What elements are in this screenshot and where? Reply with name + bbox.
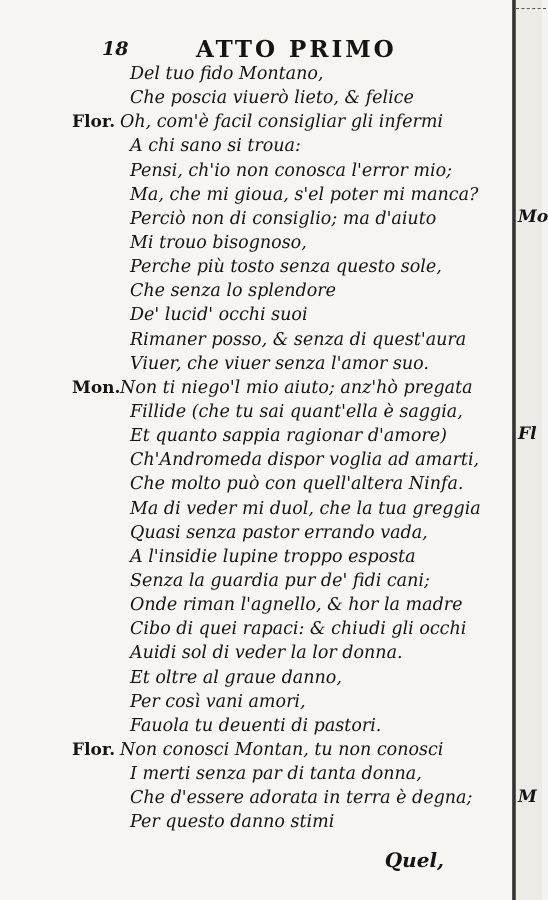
verse-line (0, 352, 512, 376)
verse-text: Oh, com'è facil consigliar gli infermi (120, 112, 444, 133)
verse-text: Fauola tu deuenti di pastori. (130, 715, 382, 736)
verse-text: Che poscia viuerò lieto, & felice (130, 88, 414, 109)
verse-line (0, 690, 512, 714)
page-number: 18 (102, 38, 129, 60)
verse-block (0, 62, 512, 835)
facing-page-fragment: M (518, 786, 537, 807)
verse-text: Cibo di quei rapaci: & chiudi gli occhi (130, 619, 467, 640)
facing-page-fragment: Mo (518, 206, 548, 227)
verse-text: Non ti niego'l mio aiuto; anz'hò pregata (120, 377, 473, 398)
verse-text: De' lucid' occhi suoi (130, 305, 308, 326)
verse-line (0, 448, 512, 472)
verse-line (0, 134, 512, 158)
verse-line (0, 62, 512, 86)
verse-text: A chi sano si troua: (130, 136, 301, 157)
verse-line (0, 424, 512, 448)
verse-line (0, 666, 512, 690)
verse-line (0, 786, 512, 810)
verse-text: Mi trouo bisognoso, (130, 232, 307, 253)
verse-text: Del tuo fido Montano, (130, 64, 324, 84)
speaker-label: Flor. (72, 112, 116, 133)
verse-line (0, 497, 512, 521)
verse-text: Che senza lo splendore (130, 281, 336, 302)
verse-line (0, 303, 512, 327)
verse-text: Rimaner posso, & senza di quest'aura (130, 329, 467, 350)
verse-text: I merti senza par di tanta donna, (130, 764, 422, 785)
verse-line (0, 376, 512, 400)
verse-text: Per così vani amori, (130, 691, 306, 712)
verse-text: Et quanto sappia ragionar d'amore) (130, 426, 447, 447)
verse-line (0, 183, 512, 207)
verse-line (0, 86, 512, 110)
verse-line (0, 569, 512, 593)
verse-line (0, 593, 512, 617)
verse-line (0, 714, 512, 738)
verse-text: Perciò non di consiglio; ma d'aiuto (130, 208, 437, 229)
verse-text: Per questo danno stimi (130, 812, 335, 833)
verse-text: Quasi senza pastor errando vada, (130, 522, 428, 543)
verse-text: Fillide (che tu sai quant'ella è saggia, (130, 401, 463, 422)
verse-line (0, 159, 512, 183)
verse-text: Ma di veder mi duol, che la tua greggia (130, 498, 481, 519)
verse-line (0, 207, 512, 231)
verse-text: Auidi sol di veder la lor donna. (130, 643, 403, 664)
verse-line (0, 545, 512, 569)
catchword: Quel, (384, 848, 444, 872)
verse-text: A l'insidie lupine troppo esposta (130, 546, 416, 567)
speaker-label: Flor. (72, 739, 116, 760)
edge-mark (516, 8, 546, 23)
verse-line (0, 328, 512, 352)
verse-line (0, 738, 512, 762)
verse-line (0, 231, 512, 255)
verse-text: Non conosci Montan, tu non conosci (120, 739, 444, 760)
verse-text: Et oltre al graue danno, (130, 667, 342, 688)
verse-line (0, 279, 512, 303)
verse-line (0, 641, 512, 665)
verse-text: Perche più tosto senza questo sole, (130, 257, 442, 278)
facing-page-fragment: Fl (518, 424, 537, 445)
verse-text: Che molto può con quell'altera Ninfa. (130, 474, 464, 495)
verse-text: Onde riman l'agnello, & hor la madre (130, 595, 463, 616)
verse-line (0, 472, 512, 496)
speaker-label: Mon. (72, 377, 121, 398)
verse-line (0, 521, 512, 545)
verse-text: Ch'Andromeda dispor voglia ad amarti, (130, 450, 480, 471)
running-head: ATTO PRIMO (196, 36, 397, 63)
facing-page-edge (516, 0, 548, 900)
verse-text: Che d'essere adorata in terra è degna; (130, 788, 473, 809)
verse-line (0, 810, 512, 834)
verse-text: Viuer, che viuer senza l'amor suo. (130, 353, 429, 374)
verse-line (0, 110, 512, 134)
verse-line (0, 400, 512, 424)
verse-line (0, 255, 512, 279)
verse-text: Ma, che mi gioua, s'el poter mi manca? (130, 184, 479, 205)
verse-text: Pensi, ch'io non conosca l'error mio; (130, 160, 453, 181)
verse-line (0, 762, 512, 786)
verse-line (0, 617, 512, 641)
verse-text: Senza la guardia pur de' fidi cani; (130, 570, 430, 591)
